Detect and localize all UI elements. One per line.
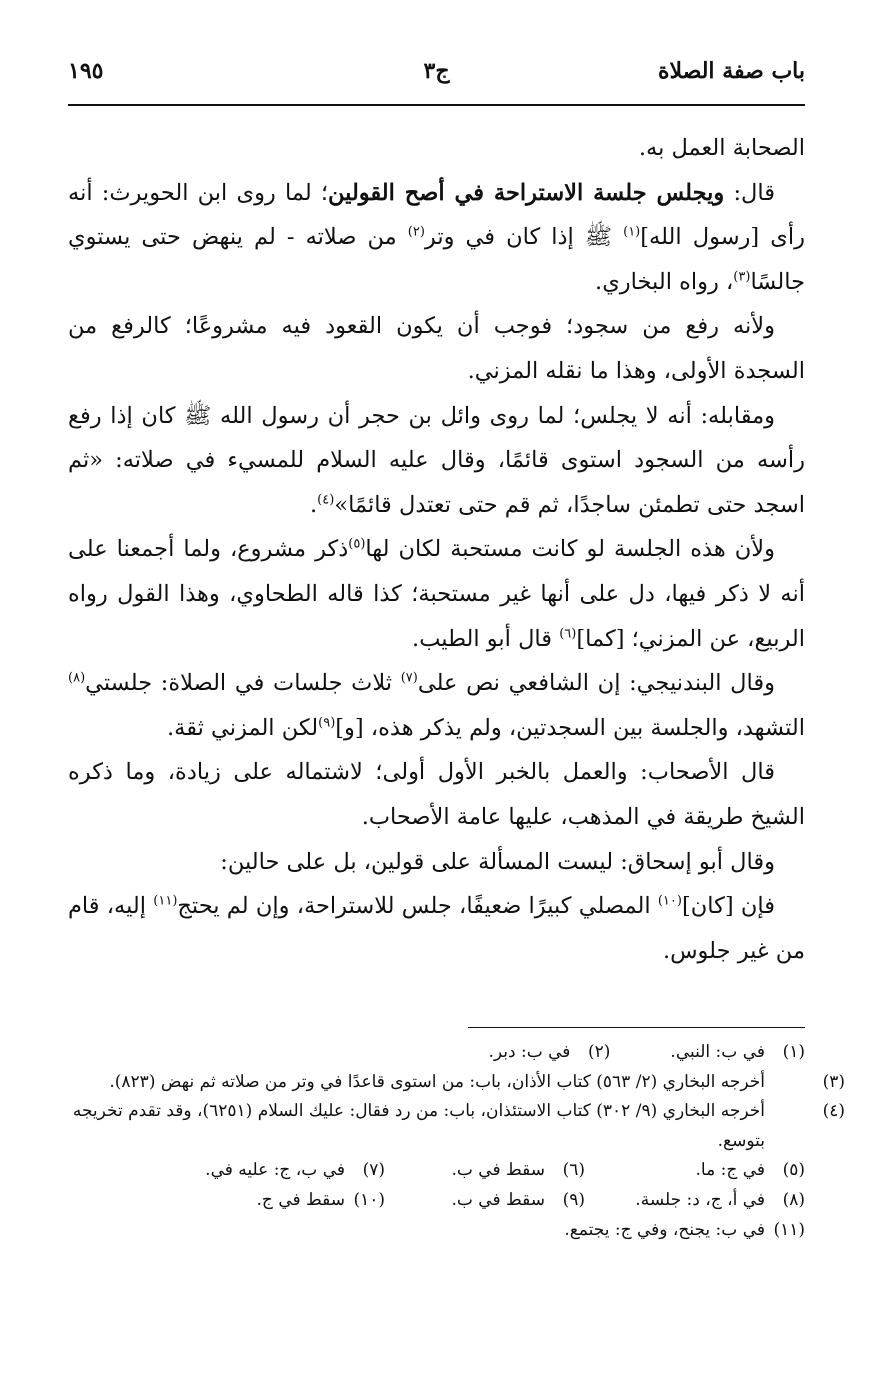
footnote: (١١) في ب: يجنح، وفي ج: يجتمع. [564, 1219, 805, 1240]
page-number: ١٩٥ [68, 58, 104, 84]
paragraph: ولأن هذه الجلسة لو كانت مستحبة لكان لها$^{(٥)}$ذكر مشروع، ولما أجمعنا على أنه لا ذكر فيها، دل على أنها غير مستحبة؛ كذا قاله الطحاوي، وهذا القول رواه الربيع، عن المزني؛ [كما]$^{(٦)}$ قال أبو الطيب. [68, 536, 805, 652]
footnote-row [68, 1216, 805, 1246]
footnotes [68, 1038, 845, 1245]
footnote-row [68, 1038, 805, 1068]
footnote: (٧) في ب، ج: عليه في. [205, 1160, 385, 1181]
volume-label: ج٣ [423, 58, 450, 84]
footnote: (١٠) سقط في ج. [256, 1189, 385, 1210]
footnote-ref: (١١) [153, 893, 178, 909]
footnote: (٩) سقط في ب. [451, 1189, 585, 1210]
paragraph: قال الأصحاب: والعمل بالخبر الأول أولى؛ لاشتماله على زيادة، وما ذكره الشيخ طريقة في المذهب، عليها عامة الأصحاب. [68, 759, 805, 830]
footnote-row [68, 1186, 805, 1216]
footnote-ref: (١) [623, 224, 641, 240]
footnote: (٨) في أ، ج، د: جلسة. [635, 1189, 805, 1210]
footnote: (١) في ب: النبي. [670, 1042, 805, 1062]
footnote-ref: (٣) [733, 269, 751, 285]
footnote-ref: (١٠) [657, 893, 682, 909]
paragraph: فإن [كان]$^{(١٠)}$ المصلي كبيرًا ضعيفًا، جلس للاستراحة، وإن لم يحتج$^{(١١)}$ إليه، قام من غير جلوس. [68, 893, 805, 964]
footnote: (٤)أخرجه البخاري (٩/ ٣٠٢) كتاب الاستئذان، باب: من رد فقال: عليك السلام (٦٢٥١)، وقد تقدم تخريجه بتوسع. [72, 1101, 845, 1151]
paragraph: وقال البندنيجي: إن الشافعي نص على$^{(٧)}$ ثلاث جلسات في الصلاة: جلستي$^{(٨)}$ التشهد، والجلسة بين السجدتين، ولم يذكر هذه، [و]$^{(٩)}$لكن المزني ثقة. [68, 670, 805, 741]
footnote-ref: (٥) [348, 536, 366, 552]
paragraph: وقال أبو إسحاق: ليست المسألة على قولين، بل على حالين: [220, 848, 775, 875]
footnote: (٥) في ج: ما. [695, 1160, 805, 1181]
paragraph: ولأنه رفع من سجود؛ فوجب أن يكون القعود فيه مشروعًا؛ كالرفع من السجدة الأولى، وهذا ما نقله المزني. [68, 313, 805, 384]
footnote-ref: (٨) [68, 670, 86, 686]
footnote-row [68, 1156, 805, 1186]
footnote-ref: (٢) [407, 224, 425, 240]
paragraph: الصحابة العمل به. [638, 135, 805, 161]
header-divider [68, 104, 805, 106]
main-text [68, 126, 805, 973]
page-header [68, 58, 805, 94]
footnote-ref: (٤) [317, 492, 335, 508]
paragraph: ومقابله: أنه لا يجلس؛ لما روى وائل بن حجر أن رسول الله ﷺ كان إذا رفع رأسه من السجود استوى قائمًا، وقال عليه السلام للمسيء في صلاته: «ثم اسجد حتى تطمئن ساجدًا، ثم قم حتى تعتدل قائمًا»$^{(٤)}$. [68, 402, 805, 518]
footnote-divider [468, 1027, 805, 1028]
footnote: (٣)أخرجه البخاري (٢/ ٥٦٣) كتاب الأذان، باب: من استوى قاعدًا في وتر من صلاته ثم نهض (٨٢٣). [109, 1071, 845, 1092]
paragraph: قال: ويجلس جلسة الاستراحة في أصح القولين؛ لما روى ابن الحويرث: أنه رأى [رسول الله]$^{(١)}$ ﷺ إذا كان في وتر$^{(٢)}$ من صلاته - لم ينهض حتى يستوي جالسًا$^{(٣)}$، رواه البخاري. [68, 179, 805, 295]
footnote-ref: (٧) [400, 670, 418, 686]
footnote-ref: (٦) [559, 626, 577, 642]
footnote: (٦) سقط في ب. [451, 1160, 585, 1181]
footnote-ref: (٩) [318, 715, 336, 731]
chapter-title: باب صفة الصلاة [657, 58, 805, 84]
footnote: (٢) في ب: دبر. [488, 1042, 611, 1062]
